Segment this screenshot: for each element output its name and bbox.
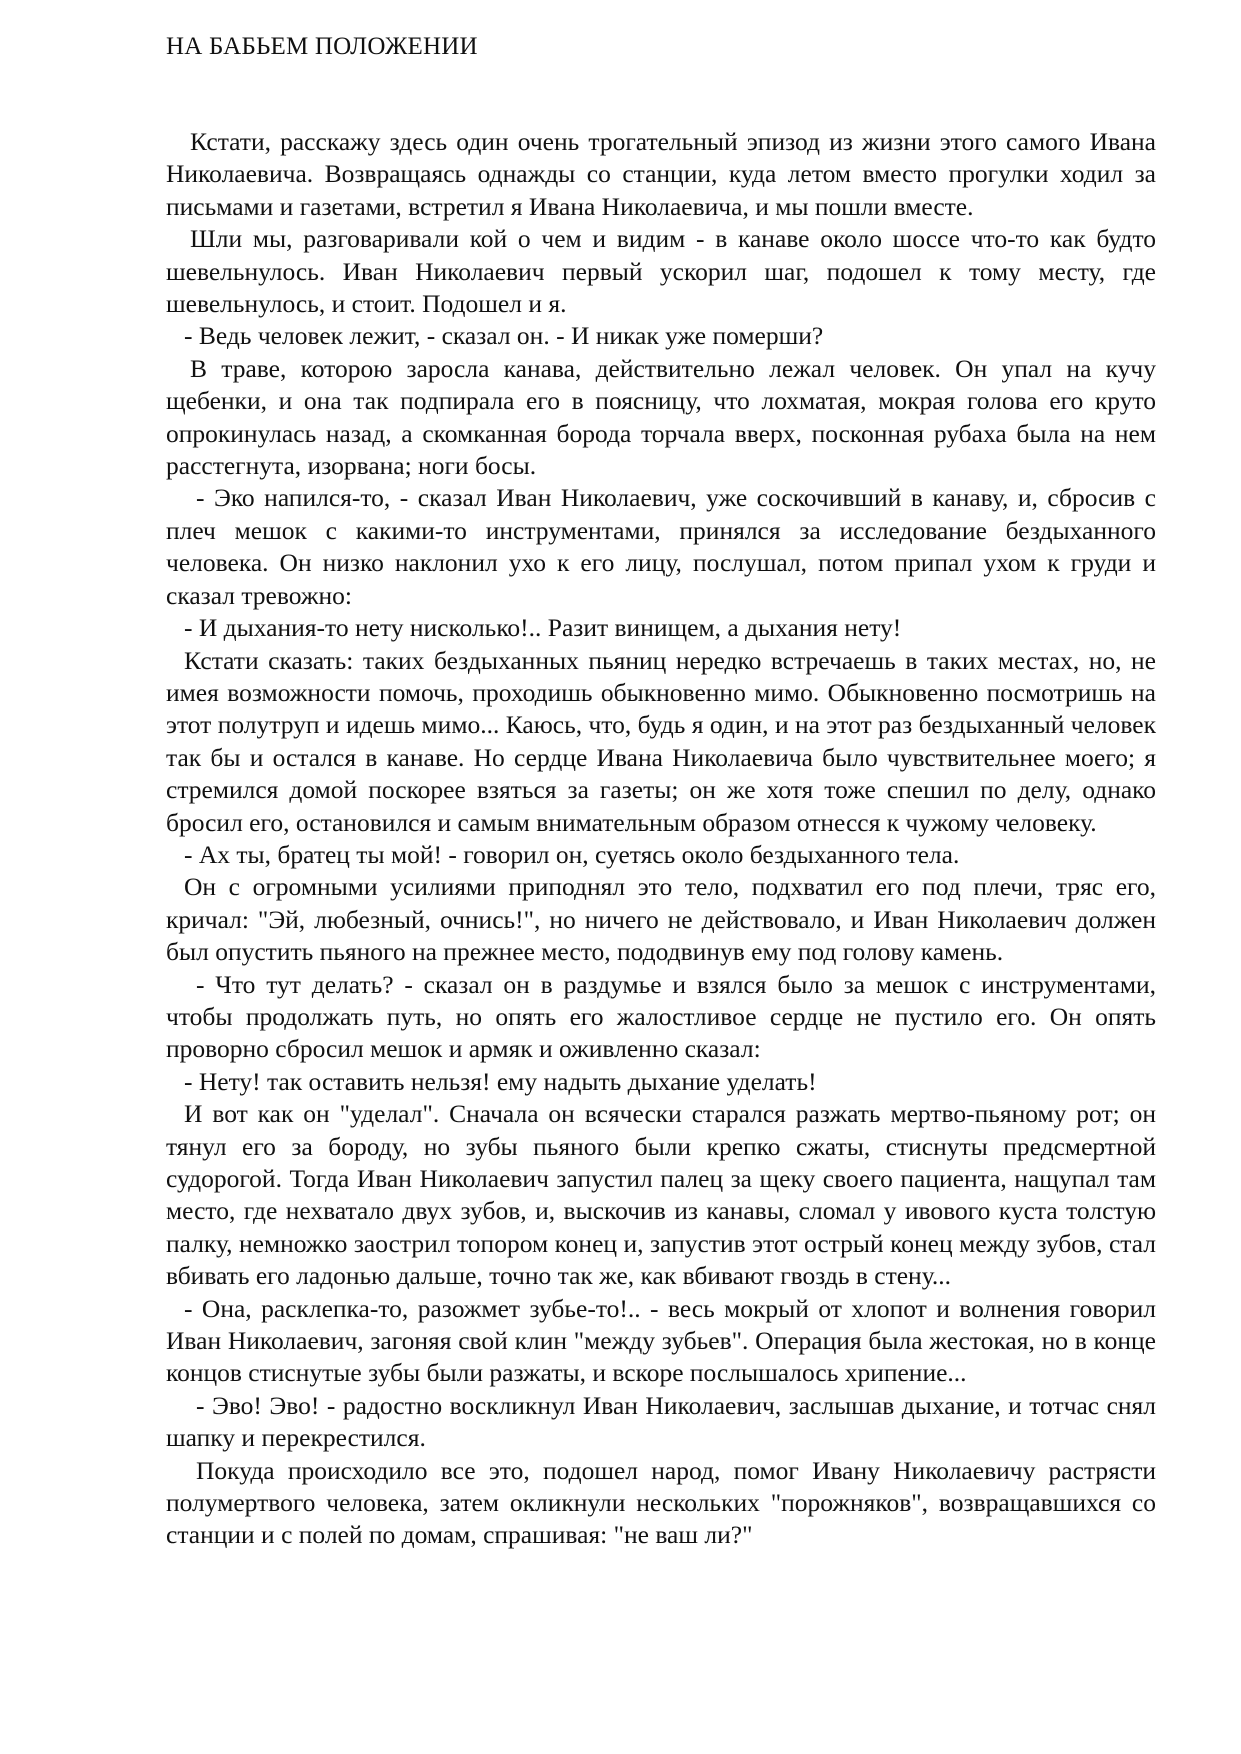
paragraph: - Эко напился-то, - сказал Иван Николаевич, уже соскочивший в канаву, и, сбросив с плеч мешок с какими-то инструментами, принялся за исследование бездыханного человека. Он низко наклонил ухо к его лицу, послушал, потом припал ухом к груди и сказал тревожно: (166, 483, 1156, 610)
paragraph: - Нету! так оставить нельзя! ему надыть дыхание уделать! (184, 1066, 817, 1096)
paragraph: Кстати сказать: таких бездыханных пьяниц нередко встречаешь в таких местах, но, не имея возможности помочь, проходишь обыкновенно мимо. Обыкновенно посмотришь на этот полутруп и идешь мимо... Каюсь, что, будь я один, и на этот раз бездыханный человек так бы и остался в канаве. Но сердце Ивана Николаевича было чувствительнее моего; я стремился домой поскорее взяться за газеты; он же хотя тоже спешил по делу, однако бросил его, остановился и самым внимательным образом отнесся к чужому человеку. (166, 645, 1156, 837)
paragraph: - Ах ты, братец ты мой! - говорил он, суетясь около бездыханного тела. (184, 839, 960, 869)
paragraph: Он с огромными усилиями приподнял это тело, подхватил его под плечи, тряс его, кричал: "Эй, любезный, очнись!", но ничего не действовало, и Иван Николаевич должен был опустить пьяного на прежнее место, пододвинув ему под голову камень. (166, 872, 1156, 967)
body-text (166, 126, 1156, 1552)
paragraph: Шли мы, разговаривали кой о чем и видим - в канаве около шоссе что-то как будто шевельнулось. Иван Николаевич первый ускорил шаг, подошел к тому месту, где шевельнулось, и стоит. Подошел и я. (166, 224, 1156, 319)
paragraph: - Она, расклепка-то, разожмет зубье-то!.. - весь мокрый от хлопот и волнения говорил Иван Николаевич, загоняя свой клин "между зубьев". Операция была жестокая, но в конце концов стиснутые зубы были разжаты, и вскоре послышалось хрипение... (166, 1293, 1156, 1388)
paragraph: - И дыхания-то нету нисколько!.. Разит винищем, а дыхания нету! (184, 613, 902, 643)
running-header: НА БАБЬЕМ ПОЛОЖЕНИИ (166, 33, 478, 60)
paragraph: Кстати, расскажу здесь один очень трогательный эпизод из жизни этого самого Ивана Николаевича. Возвращаясь однажды со станции, куда летом вместо прогулки ходил за письмами и газетами, встретил я Ивана Николаевича, и мы пошли вместе. (166, 127, 1156, 221)
paragraph: И вот как он "уделал". Сначала он всячески старался разжать мертво-пьяному рот; он тянул его за бороду, но зубы пьяного были крепко сжаты, стиснуты предсмертной судорогой. Тогда Иван Николаевич запустил палец за щеку своего пациента, нащупал там место, где нехватало двух зубов, и, выскочив из канавы, сломал у ивового куста толстую палку, немножко заострил топором конец и, запустив этот острый конец между зубов, стал вбивать его ладонью дальше, точно так же, как вбивают гвоздь в стену... (166, 1099, 1156, 1291)
paragraph: Покуда происходило все это, подошел народ, помог Ивану Николаевичу растрясти полумертвого человека, затем окликнули нескольких "порожняков", возвращавшихся со станции и с полей по домам, спрашивая: "не ваш ли?" (166, 1455, 1156, 1550)
paragraph: В траве, которою заросла канава, действительно лежал человек. Он упал на кучу щебенки, и она так подпирала его в поясницу, что лохматая, мокрая голова его круто опрокинулась назад, а скомканная борода торчала вверх, посконная рубаха была на нем расстегнута, изорвана; ноги босы. (166, 353, 1156, 481)
paragraph: - Что тут делать? - сказал он в раздумье и взялся было за мешок с инструментами, чтобы продолжать путь, но опять его жалостливое сердце не пустило его. Он опять проворно сбросил мешок и армяк и оживленно сказал: (166, 969, 1156, 1064)
paragraph: - Ведь человек лежит, - сказал он. - И никак уже померши? (184, 321, 824, 351)
paragraph: - Эво! Эво! - радостно воскликнул Иван Николаевич, заслышав дыхание, и тотчас снял шапку и перекрестился. (166, 1390, 1156, 1453)
